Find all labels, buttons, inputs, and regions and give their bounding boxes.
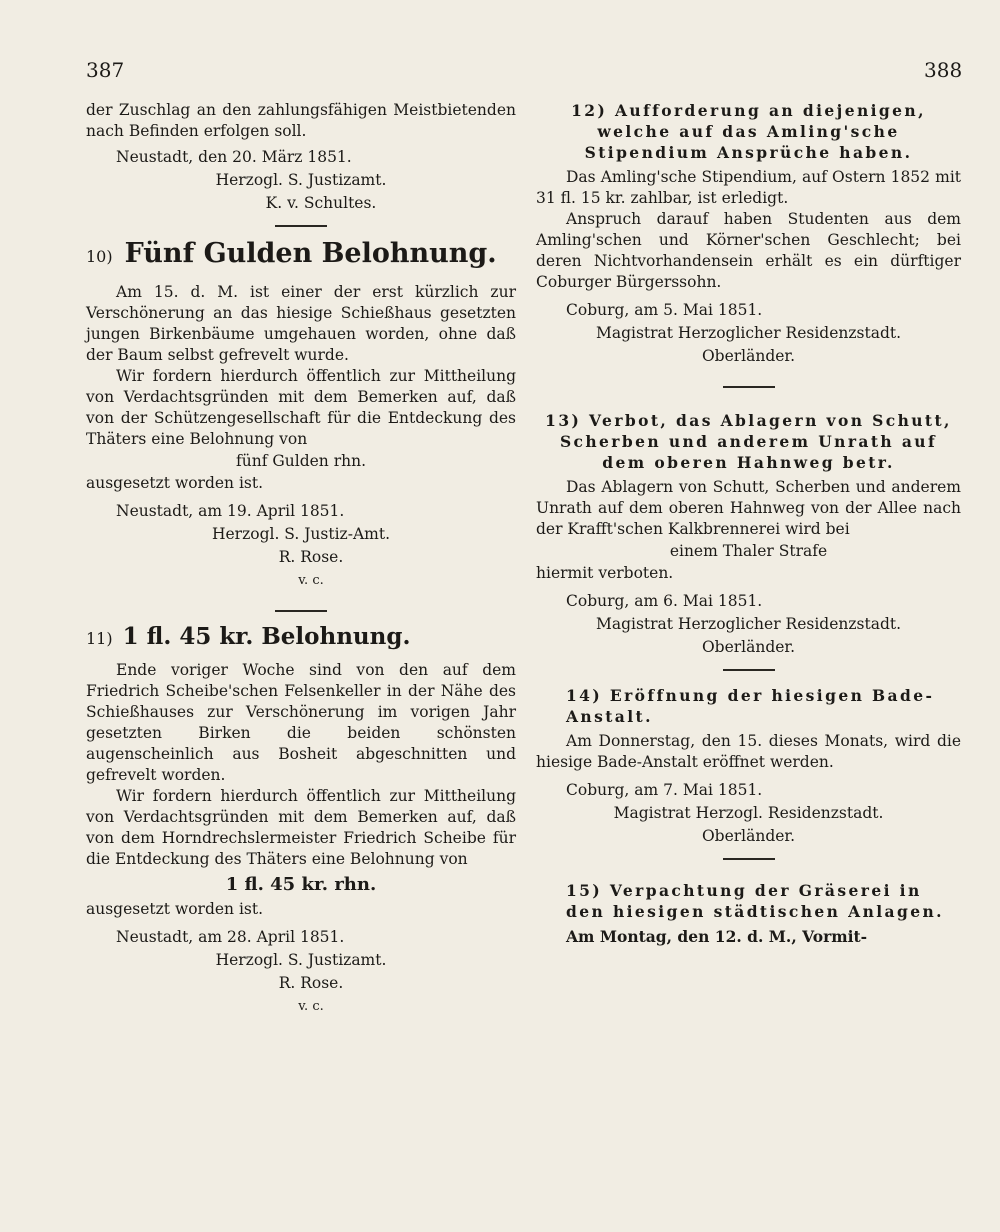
section-divider: [275, 610, 327, 612]
signature-vc: v. c.: [298, 999, 324, 1014]
notice-number: 10): [86, 247, 113, 266]
section-divider: [275, 225, 327, 227]
signature-office: Herzogl. S. Justiz-Amt.: [211, 525, 391, 543]
notice-number: 11): [86, 629, 113, 648]
place-date: Coburg, am 6. Mai 1851.: [566, 592, 763, 610]
notice-10-paragraph-2: Wir fordern hierdurch öffentlich zur Mittheilung von Verdachtsgründen mit dem Bemerken auf, daß von der Schützengesellschaft für die Entdeckung des Thäters eine Belohnung von: [86, 367, 516, 448]
place-date: Coburg, am 5. Mai 1851.: [566, 301, 763, 319]
place-date: Neustadt, am 19. April 1851.: [116, 502, 345, 520]
signature-name: R. Rose.: [278, 974, 344, 992]
notice-15-heading: 15) Verpachtung der Gräserei in den hiesigen städtischen Anlagen.: [566, 881, 944, 921]
place-date: Coburg, am 7. Mai 1851.: [566, 781, 763, 799]
section-divider: [723, 386, 775, 388]
reward-amount: 1 fl. 45 kr. rhn.: [225, 874, 377, 895]
notice-11-heading: [86, 622, 516, 654]
penalty-amount: einem Thaler Strafe: [669, 542, 828, 560]
signature-office: Magistrat Herzoglicher Residenzstadt.: [595, 324, 902, 342]
notice-title: Fünf Gulden Belohnung.: [124, 238, 497, 269]
notice-title: 1 fl. 45 kr. Belohnung.: [122, 623, 411, 650]
left-column: [86, 100, 516, 1018]
signature-office: Magistrat Herzoglicher Residenzstadt.: [595, 615, 902, 633]
notice-12-heading: 12) Aufforderung an diejenigen, welche auf das Amling'sche Stipendium Ansprüche haben.: [571, 101, 926, 162]
notice-10-paragraph-1: Am 15. d. M. ist einer der erst kürzlich zur Verschönerung an das hiesige Schießhaus gesetzten jungen Birkenbäume umgehauen worden, ohne daß der Baum selbst gefrevelt wurde.: [86, 283, 516, 364]
notice-15-paragraph-1: Am Montag, den 12. d. M., Vormit-: [566, 927, 868, 946]
section-divider: [723, 858, 775, 860]
signature-name: Oberländer.: [701, 638, 796, 656]
notice-11-paragraph-1: Ende voriger Woche sind von den auf dem Friedrich Scheibe'schen Felsenkeller in der Nähe des Schießhauses zur Verschönerung im vorigen Jahr gesetzten Birken die beiden schönsten augenscheinlich aus Bosheit abgeschnitten und gefrevelt worden.: [86, 661, 516, 784]
notice-14-paragraph-1: Am Donnerstag, den 15. dieses Monats, wird die hiesige Bade-Anstalt eröffnet werden.: [536, 732, 961, 771]
notice-10-after: ausgesetzt worden ist.: [86, 474, 264, 492]
notice-12-paragraph-1: Das Amling'sche Stipendium, auf Ostern 1852 mit 31 fl. 15 kr. zahlbar, ist erledigt.: [536, 168, 961, 207]
signature-name: Oberländer.: [701, 827, 796, 845]
notice-11-after: ausgesetzt worden ist.: [86, 900, 264, 918]
notice-14-heading: 14) Eröffnung der hiesigen Bade-Anstalt.: [566, 686, 935, 726]
signature-name: R. Rose.: [278, 548, 344, 566]
notice-11-paragraph-2: Wir fordern hierdurch öffentlich zur Mittheilung von Verdachtsgründen mit dem Bemerken auf, daß von dem Horndrechslermeister Friedrich Scheibe für die Entdeckung des Thäters eine Belohnung von: [86, 787, 516, 868]
signature-name: K. v. Schultes.: [265, 194, 377, 212]
reward-amount: fünf Gulden rhn.: [236, 452, 366, 470]
notice-13-heading: 13) Verbot, das Ablagern von Schutt, Scherben und anderem Unrath auf dem oberen Hahnweg betr.: [545, 411, 952, 472]
signature-office: Herzogl. S. Justizamt.: [215, 951, 387, 969]
notice-10-heading: [86, 237, 516, 274]
page-number-left: 387: [86, 58, 125, 82]
place-date: Neustadt, am 28. April 1851.: [116, 928, 345, 946]
notice-13-paragraph-1: Das Ablagern von Schutt, Scherben und anderem Unrath auf dem oberen Hahnweg von der Allee nach der Krafft'schen Kalkbrennerei wird bei: [536, 478, 961, 538]
signature-name: Oberländer.: [701, 347, 796, 365]
signature-office: Herzogl. S. Justizamt.: [215, 171, 387, 189]
notice-13-after: hiermit verboten.: [536, 564, 674, 582]
place-date: Neustadt, den 20. März 1851.: [116, 148, 352, 166]
section-divider: [723, 669, 775, 671]
signature-vc: v. c.: [298, 573, 324, 588]
signature-office: Magistrat Herzogl. Residenzstadt.: [613, 804, 884, 822]
page-number-right: 388: [924, 58, 963, 82]
continued-text: der Zuschlag an den zahlungsfähigen Meistbietenden nach Befinden erfolgen soll.: [86, 101, 516, 140]
notice-12-paragraph-2: Anspruch darauf haben Studenten aus dem Amling'schen und Körner'schen Geschlecht; bei deren Nichtvorhandensein erhält es ein dürftiger Coburger Bürgerssohn.: [536, 210, 961, 291]
right-column: [536, 100, 961, 947]
